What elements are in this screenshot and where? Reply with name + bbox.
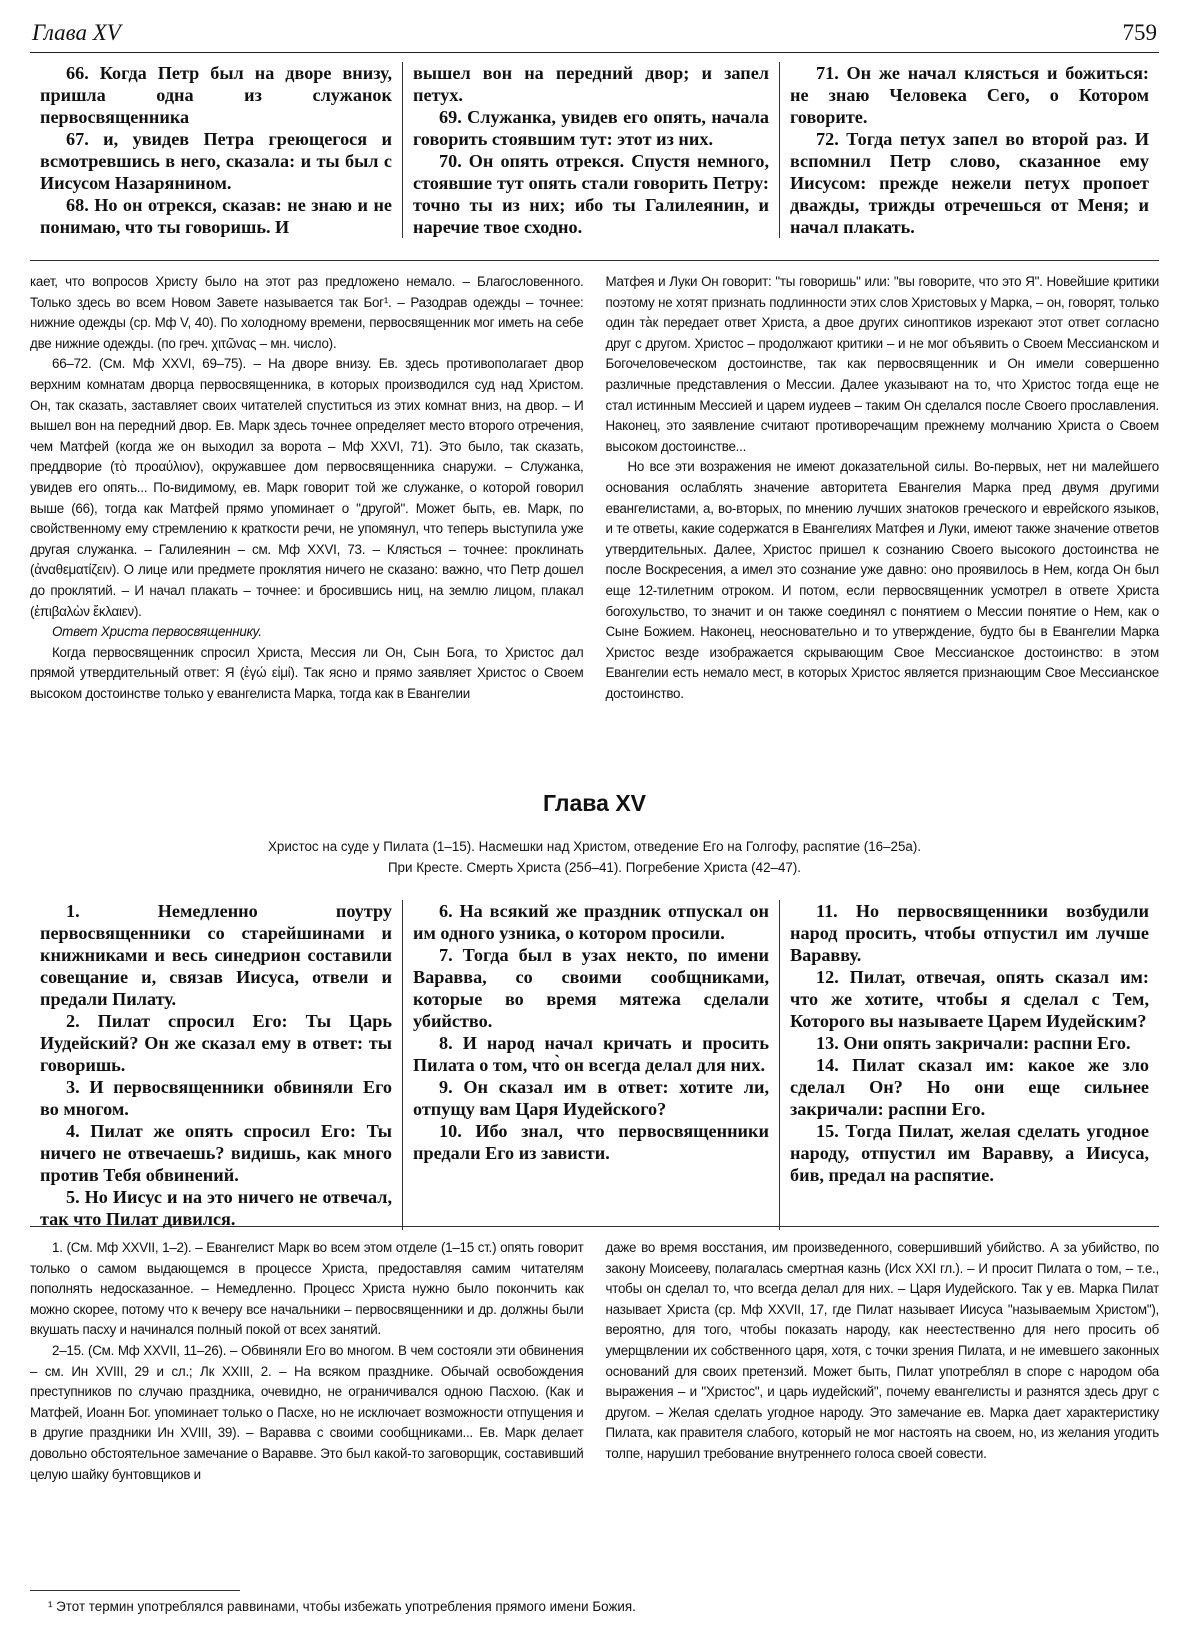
verse-column-2 xyxy=(402,900,779,1230)
verse-72: 72. Тогда петух запел во второй раз. И вспомнил Петр слово, сказанное ему Иисусом: прежде нежели петух пропоет дважды, трижды отречешься от Меня; и начал плакать. xyxy=(790,129,1149,237)
verse-70: 70. Он опять отрекся. Спустя немного, стоявшие тут опять стали говорить Петру: точно ты из них; ибо ты Галилеянин, и наречие твое сходно. xyxy=(413,151,769,237)
verse-71: 71. Он же начал клясться и божиться: не знаю Человека Сего, о Котором говорите. xyxy=(790,63,1149,127)
commentary-paragraph: Матфея и Луки Он говорит: "ты говоришь" или: "вы говорите, что это Я". Новейшие критики поэтому не хотят признать подлинности этих слов Христовых у Марка, – он, говорят, только один та̀к передает ответ Христа, а двое других синоптиков изрекают этот ответ согласно друг с другом. Христос – продолжают критики – и не мог объявить о Своем Мессианском и Богочеловеческом достоинстве, так как первосвященник и Он имели совершенно различные представления о Мессии. Далее указывают на то, что Христос тогда еще не стал истинным Мессией и царем иудеев – таким Он сделался после Своего прославления. Наконец, это заявление считают противоречащим прежнему молчанию Христа о Своем высоком достоинстве... xyxy=(605,274,1159,454)
chapter-summary xyxy=(60,836,1129,878)
commentary-column-1 xyxy=(30,272,584,704)
summary-line: Христос на суде у Пилата (1–15). Насмешки над Христом, отведение Его на Голгофу, распятие (16–25а). xyxy=(267,839,922,854)
verse-1: 1. Немедленно поутру первосвященники со старейшинами и книжниками и весь синедрион составили совещание и, связав Иисуса, отвели и предали Пилату. xyxy=(40,901,392,1009)
verse-column-3 xyxy=(779,900,1159,1230)
summary-line: При Кресте. Смерть Христа (25б–41). Погребение Христа (42–47). xyxy=(387,860,802,875)
verse-15: 15. Тогда Пилат, желая сделать угодное народу, отпустил им Варавву, а Иисуса, бив, предал на распятие. xyxy=(790,1121,1149,1185)
verse-68-continued: вышел вон на передний двор; и запел петух. xyxy=(413,63,769,105)
page-number: 759 xyxy=(1122,20,1157,45)
verse-8: 8. И народ начал кричать и просить Пилата о том, что̀ он всегда делал для них. xyxy=(413,1033,769,1075)
verse-column-1 xyxy=(30,900,402,1230)
verse-10: 10. Ибо знал, что первосвященники предали Его из зависти. xyxy=(413,1121,769,1163)
commentary-paragraph: даже во время восстания, им произведенного, совершивший убийство. А за убийство, по закону Моисееву, полагалась смертная казнь (Исх XXI гл.). – И просит Пилата о том, – т.е., чтобы он сделал то, что всегда делал для них. – Царя Иудейского. Так у ев. Марка Пилат называет Христа (ср. Мф XXVII, 17, где Пилат называет Иисуса "называемым Христом"), вероятно, для того, чтобы показать народу, как неестественно для него просить об умерщвлении их собственного царя, хотя, с точки зрения Пилата, и не имевшего законных оснований для своих претензий. Может быть, Пилат употреблял в споре с народом оба выражения – и "Христос", и царь иудейский", почему евангелисты и разнятся здесь друг с другом. – Желая сделать угодное народу. Это замечание ев. Марка дает характеристику Пилата, как правителя слабого, который не мог настоять на своем, но, из желания угодить толпе, нарушил требование внутреннего голоса своей совести. xyxy=(605,1240,1159,1461)
verse-6: 6. На всякий же праздник отпускал он им одного узника, о котором просили. xyxy=(413,901,769,943)
verse-11: 11. Но первосвященники возбудили народ просить, чтобы отпустил им лучше Варавву. xyxy=(790,901,1149,965)
chapter-title: Глава XV xyxy=(543,790,646,816)
commentary-paragraph: 2–15. (См. Мф XXVII, 11–26). – Обвиняли Его во многом. В чем состояли эти обвинения – см. Ин XVIII, 29 и сл.; Лк XXIII, 2. – На всяком празднике. Обычай освобождения преступников по случаю праздника, очевидно, не ограничивался одною Пасхою. (Как и Матфей, Иоанн Бог. упоминает только о Пасхе, но не исключает возможности отпущения и в другие праздники Ин XVIII, 39). – Варавва с своими сообщниками... Ев. Марк делает довольно обстоятельное замечание о Варавве. Это был какой-то заговорщик, составивший целую шайку бунтовщиков и xyxy=(30,1342,584,1482)
verse-3: 3. И первосвященники обвиняли Его во многом. xyxy=(40,1077,392,1119)
verse-68: 68. Но он отрекся, сказав: не знаю и не понимаю, что ты говоришь. И xyxy=(40,195,392,237)
verse-9: 9. Он сказал им в ответ: хотите ли, отпущу вам Царя Иудейского? xyxy=(413,1077,769,1119)
commentary-paragraph: 66–72. (См. Мф XXVI, 69–75). – На дворе внизу. Ев. здесь противополагает двор верхним комнатам дворца первосвященника, в которых производился суд над Христом. Он, так сказать, заставляет своих читателей спуститься из этих комнат вниз, на двор. – И вышел вон на передний двор. Ев. Марк здесь точнее определяет место второго отречения, чем Матфей (когда же он выходил за ворота – Мф XXVI, 71). Это было, так сказать, преддворие (τὸ προαύλιον), окружавшее дом первосвященника снаружи. – Служанка, увидев его опять... По-видимому, ев. Марк говорит той же служанке, о которой говорил выше (66), тогда как Матфей прямо упоминает о "другой". Может быть, ев. Марк, по свойственному ему стремлению к краткости речи, не упомянул, что теперь выступила уже другая служанка. – Галилеянин – см. Мф XXVI, 73. – Клясться – точнее: проклинать (ἀναθεματίζειν). О лице или предмете проклятия ничего не сказано: важно, что Петр дошел до проклятий. – И начал плакать – точнее: и бросившись ниц, на землю лицом, плакал (ἐπιβαλὼν ἔκλαιεν). xyxy=(30,356,584,619)
verse-4: 4. Пилат же опять спросил Его: Ты ничего не отвечаешь? видишь, как много против Тебя обвинений. xyxy=(40,1121,392,1185)
commentary-paragraph: Когда первосвященник спросил Христа, Мессия ли Он, Сын Бога, то Христос дал прямой утвердительный ответ: Я (ἐγώ εἰμί). Так ясно и прямо заявляет Христос о Своем высоком достоинстве только у евангелиста Марка, тогда как в Евангелии xyxy=(30,644,584,701)
chapter-verses xyxy=(30,900,1159,1230)
verse-column-3 xyxy=(779,62,1159,238)
bottom-commentary xyxy=(30,1238,1159,1485)
verse-12: 12. Пилат, отвечая, опять сказал им: что же хотите, чтобы я сделал с Тем, Которого вы называете Царем Иудейским? xyxy=(790,967,1149,1031)
verse-67: 67. и, увидев Петра греющегося и всмотревшись в него, сказала: и ты был с Иисусом Назарянином. xyxy=(40,129,392,193)
verse-66: 66. Когда Петр был на дворе внизу, пришла одна из служанок первосвященника xyxy=(40,63,392,127)
verse-5: 5. Но Иисус и на это ничего не отвечал, так что Пилат дивился. xyxy=(40,1187,392,1229)
section-divider xyxy=(30,260,1159,261)
top-verses xyxy=(30,62,1159,238)
commentary-paragraph: кает, что вопросов Христу было на этот раз предложено немало. – Благословенного. Только здесь во всем Новом Завете называется так Бог¹. – Разодрав одежды – точнее: нижние одежды (ср. Мф V, 40). По холодному времени, первосвященник мог иметь на себе две нижние одежды. (по греч. χιτῶνας – мн. число). xyxy=(30,274,584,351)
section-divider xyxy=(30,1226,1159,1227)
verse-13: 13. Они опять закричали: распни Его. xyxy=(816,1033,1131,1053)
verse-column-1 xyxy=(30,62,402,238)
verse-2: 2. Пилат спросил Его: Ты Царь Иудейский? Он же сказал ему в ответ: ты говоришь. xyxy=(40,1011,392,1075)
commentary-column-2 xyxy=(606,1238,1160,1485)
top-commentary xyxy=(30,272,1159,704)
commentary-subheading: Ответ Христа первосвященнику. xyxy=(52,624,262,640)
commentary-column-2 xyxy=(606,272,1160,704)
footnote: ¹ Этот термин употреблялся раввинами, чтобы избежать употребления прямого имени Божия. xyxy=(48,1599,636,1614)
running-header xyxy=(30,18,1159,53)
verse-69: 69. Служанка, увидев его опять, начала говорить стоявшим тут: этот из них. xyxy=(413,107,769,149)
footnote-rule xyxy=(30,1590,240,1591)
verse-column-2 xyxy=(402,62,779,238)
commentary-paragraph: 1. (См. Мф XXVII, 1–2). – Евангелист Марк во всем этом отделе (1–15 ст.) опять говорит только о самом выдающемся в процессе Христа, предоставляя самим читателям пополнять недосказанное. – Немедленно. Процесс Христа нужно было покончить как можно скорее, потому что к вечеру все начальники – первосвященники и др. должны были вкушать пасху и начинался полный покой от всех занятий. xyxy=(30,1240,584,1338)
commentary-paragraph: Но все эти возражения не имеют доказательной силы. Во-первых, нет ни малейшего основания ослаблять значение авторитета Евангелия Марка пред двумя другими евангелистами, а, во-вторых, по мнению лучших знатоков греческого и еврейского языков, и те ответы, какие содержатся в Евангелиях Матфея и Луки, имеют также значение ответов утвердительных. Далее, Христос пришел к сознанию Своего высокого достоинства не после Воскресения, а имел это сознание уже давно: оно проявилось в Нем, когда Он был еще 12-тилетним отроком. И потом, если первосвященник усмотрел в ответе Христа богохульство, то значит и он также соединял с понятием о Мессии понятие о Нем, как о Сыне Божием. Наконец, неосновательно и то утверждение, будто бы в Евангелии Марка Христос везде изображается скрывающим Свое Мессианское достоинство: в этом Евангелии есть немало мест, в которых Христос является признающим Свое Мессианское достоинство. xyxy=(605,459,1159,701)
commentary-column-1 xyxy=(30,1238,584,1485)
verse-7: 7. Тогда был в узах некто, по имени Варавва, со своими сообщниками, которые во время мятежа сделали убийство. xyxy=(413,945,769,1031)
verse-14: 14. Пилат сказал им: какое же зло сделал Он? Но они еще сильнее закричали: распни Его. xyxy=(790,1055,1149,1119)
running-chapter-title: Глава XV xyxy=(32,20,121,45)
